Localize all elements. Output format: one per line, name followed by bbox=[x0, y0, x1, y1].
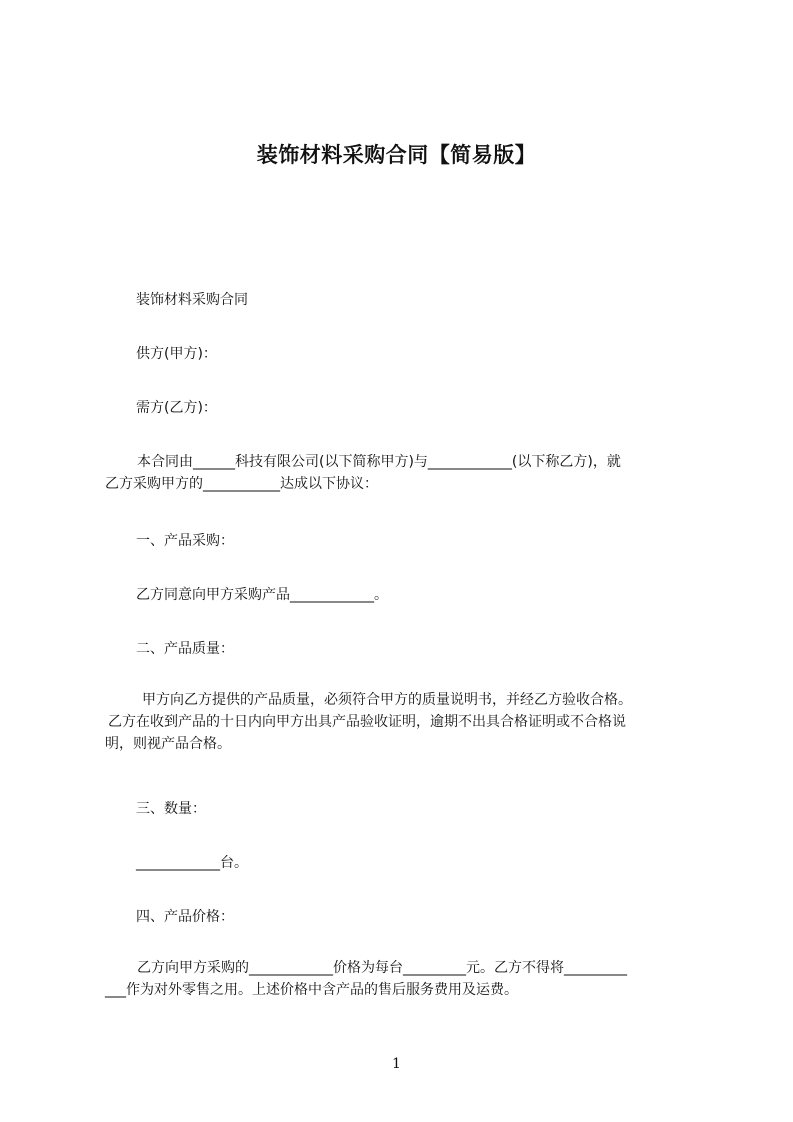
document-title: 装饰材料采购合同【简易版】 bbox=[256, 143, 537, 167]
section-4-heading: 四、产品价格： bbox=[136, 909, 234, 925]
section-2-heading: 二、产品质量： bbox=[136, 641, 234, 657]
section-2-line-1: 甲方向乙方提供的产品质量，必须符合甲方的质量说明书，并经乙方验收合格。 bbox=[142, 692, 632, 708]
section-3-body: ____________台。 bbox=[136, 855, 248, 871]
section-4-line-1: 乙方向甲方采购的____________价格为每台_________元。乙方不得将_________ bbox=[137, 960, 627, 976]
section-2-line-3: 明，则视产品合格。 bbox=[105, 736, 231, 752]
page-number: 1 bbox=[392, 1056, 401, 1072]
section-2-line-2: 乙方在收到产品的十日内向甲方出具产品验收证明，逾期不出具合格证明或不合格说 bbox=[108, 714, 626, 730]
section-4-line-2: ___作为对外零售之用。上述价格中含产品的售后服务费用及运费。 bbox=[105, 982, 518, 998]
intro-line-2: 乙方采购甲方的___________达成以下协议： bbox=[105, 476, 378, 492]
section-1-heading: 一、产品采购： bbox=[136, 533, 234, 549]
section-3-heading: 三、数量： bbox=[136, 801, 206, 817]
section-4-paragraph bbox=[105, 957, 701, 1001]
supplier-label: 供方(甲方)： bbox=[136, 346, 217, 362]
section-2-paragraph bbox=[105, 689, 701, 755]
intro-line-1: 本合同由______科技有限公司(以下简称甲方)与____________(以下称乙方)，就 bbox=[137, 454, 621, 470]
contract-subtitle: 装饰材料采购合同 bbox=[136, 292, 248, 308]
intro-paragraph bbox=[105, 451, 701, 495]
section-1-body: 乙方同意向甲方采购产品____________。 bbox=[136, 587, 388, 603]
buyer-label: 需方(乙方)： bbox=[136, 400, 217, 416]
